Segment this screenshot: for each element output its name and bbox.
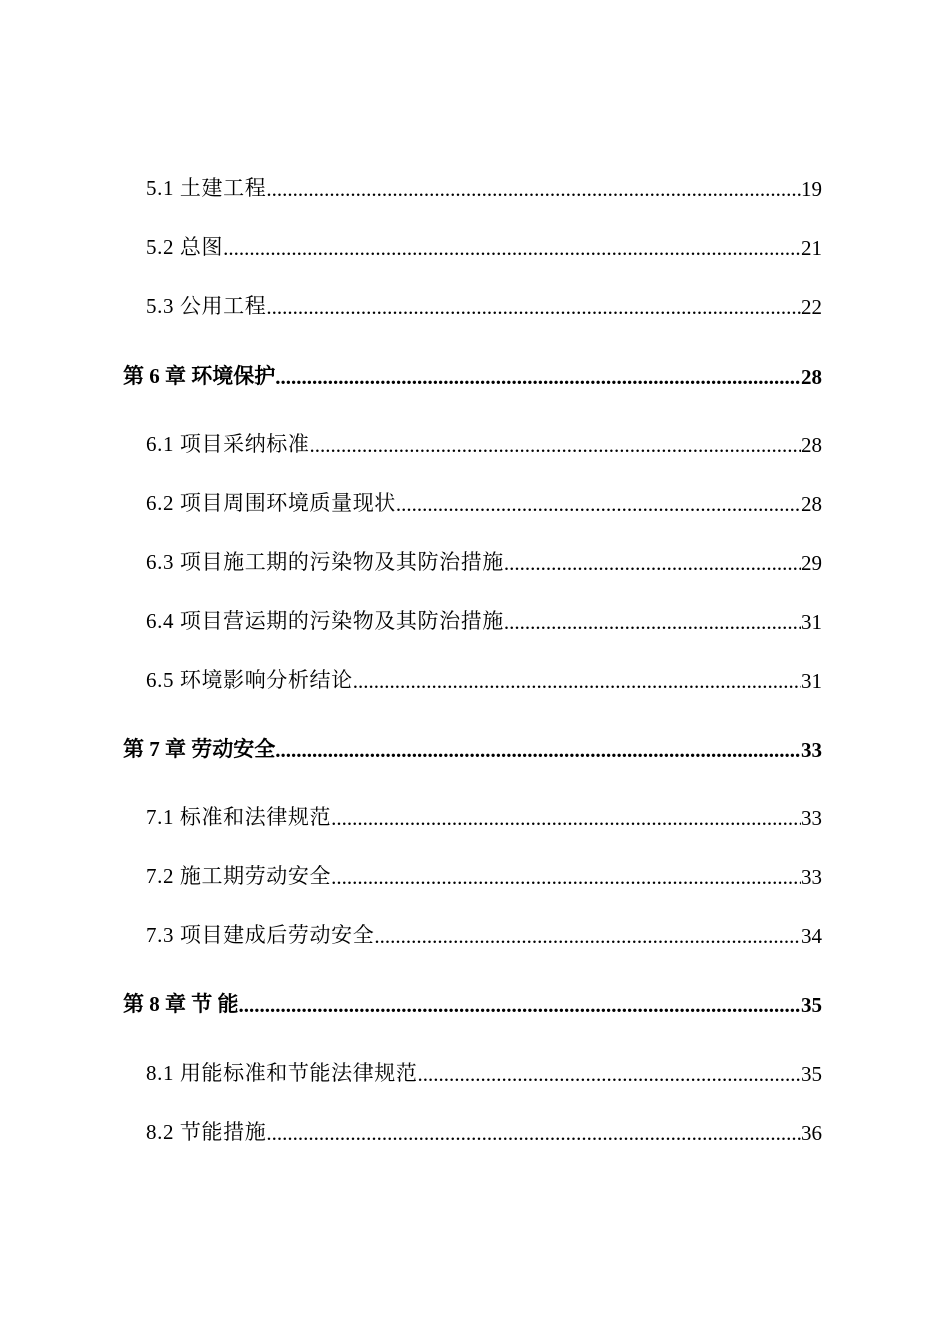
toc-chapter-label: 第 7 章 劳动安全 xyxy=(123,737,276,761)
toc-entry-label: 6.5 环境影响分析结论 xyxy=(146,668,353,692)
toc-chapter-label: 第 6 章 环境保护 xyxy=(123,364,276,388)
toc-entry-7-1[interactable] xyxy=(0,791,950,831)
toc-page-number: 19 xyxy=(801,177,822,201)
toc-page-number: 21 xyxy=(801,236,822,260)
toc-entry-label: 6.2 项目周围环境质量现状 xyxy=(146,491,396,515)
toc-entry-label: 6.3 项目施工期的污染物及其防治措施 xyxy=(146,550,504,574)
toc-page-number: 29 xyxy=(801,551,822,575)
toc-dot-leader xyxy=(504,610,801,635)
toc-entry-6-2[interactable] xyxy=(0,477,950,517)
toc-chapter-8[interactable] xyxy=(0,978,950,1018)
toc-dot-leader xyxy=(353,669,801,694)
toc-page-number: 31 xyxy=(801,669,822,693)
toc-entry-6-5[interactable] xyxy=(0,654,950,694)
toc-entry-6-3[interactable] xyxy=(0,536,950,576)
toc-entry-6-4[interactable] xyxy=(0,595,950,635)
toc-dot-leader xyxy=(239,993,802,1018)
toc-page-number: 35 xyxy=(801,993,822,1017)
toc-page-number: 22 xyxy=(801,295,822,319)
toc-dot-leader xyxy=(331,806,801,831)
toc-chapter-label: 第 8 章 节 能 xyxy=(123,992,239,1016)
toc-entry-5-1[interactable] xyxy=(0,162,950,202)
toc-entry-label: 5.3 公用工程 xyxy=(146,294,267,318)
toc-entry-5-2[interactable] xyxy=(0,221,950,261)
toc-entry-label: 5.2 总图 xyxy=(146,235,224,259)
toc-page-number: 34 xyxy=(801,924,822,948)
toc-dot-leader xyxy=(418,1062,802,1087)
toc-entry-5-3[interactable] xyxy=(0,280,950,320)
toc-entry-7-2[interactable] xyxy=(0,850,950,890)
toc-entry-6-1[interactable] xyxy=(0,418,950,458)
toc-dot-leader xyxy=(396,492,801,517)
toc-entry-label: 6.4 项目营运期的污染物及其防治措施 xyxy=(146,609,504,633)
toc-page-number: 28 xyxy=(801,365,822,389)
toc-entry-7-3[interactable] xyxy=(0,909,950,949)
toc-dot-leader xyxy=(374,924,801,949)
toc-page-number: 31 xyxy=(801,610,822,634)
toc-dot-leader xyxy=(266,1121,801,1146)
toc-dot-leader xyxy=(331,865,801,890)
toc-dot-leader xyxy=(266,295,801,320)
toc-chapter-6[interactable] xyxy=(0,350,950,390)
toc-dot-leader xyxy=(275,365,801,390)
toc-entry-label: 7.2 施工期劳动安全 xyxy=(146,864,332,888)
toc-page-number: 28 xyxy=(801,433,822,457)
toc-dot-leader xyxy=(310,433,802,458)
toc-page-number: 33 xyxy=(801,806,822,830)
toc-page-number: 28 xyxy=(801,492,822,516)
toc-entry-label: 6.1 项目采纳标准 xyxy=(146,432,310,456)
toc-chapter-7[interactable] xyxy=(0,723,950,763)
toc-page-number: 33 xyxy=(801,865,822,889)
toc-page-number: 33 xyxy=(801,738,822,762)
toc-entry-8-1[interactable] xyxy=(0,1047,950,1087)
toc-page-number: 36 xyxy=(801,1121,822,1145)
toc-entry-label: 7.3 项目建成后劳动安全 xyxy=(146,923,375,947)
toc-page-number: 35 xyxy=(801,1062,822,1086)
toc-entry-label: 8.1 用能标准和节能法律规范 xyxy=(146,1061,418,1085)
toc-entry-label: 7.1 标准和法律规范 xyxy=(146,805,332,829)
toc-dot-leader xyxy=(223,236,801,261)
toc-entry-8-2[interactable] xyxy=(0,1106,950,1146)
toc-dot-leader xyxy=(275,738,801,763)
toc-entry-label: 8.2 节能措施 xyxy=(146,1120,267,1144)
toc-dot-leader xyxy=(266,177,801,202)
toc-dot-leader xyxy=(504,551,801,576)
toc-entry-label: 5.1 土建工程 xyxy=(146,176,267,200)
